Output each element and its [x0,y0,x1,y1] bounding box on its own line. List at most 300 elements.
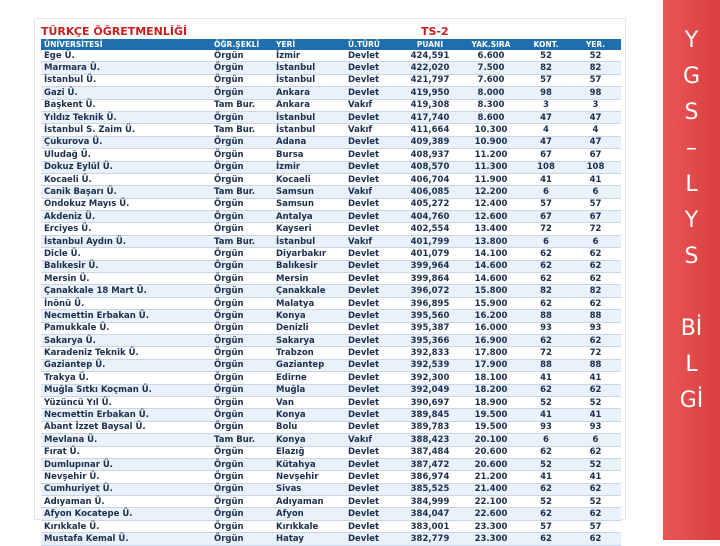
table-cell: Devlet [345,161,400,173]
table-cell: Gaziantep [273,359,345,371]
table-row [41,520,621,532]
table-row [41,409,621,421]
table-cell: 52 [570,458,621,470]
table-cell: 3 [570,99,621,111]
table-cell: Devlet [345,211,400,223]
table-cell: 67 [570,211,621,223]
side-banner-char: G [679,388,697,413]
table-cell: Örgün [211,74,273,86]
document-page [34,18,626,544]
table-cell: 88 [570,359,621,371]
table-cell: 52 [570,50,621,62]
table-cell: 62 [522,533,570,545]
table-cell: Sakarya [273,334,345,346]
table-cell: 62 [570,483,621,495]
table-cell: 384,999 [400,496,460,508]
table-cell: 14.100 [460,248,522,260]
table-cell: 62 [522,446,570,458]
table-cell: Devlet [345,310,400,322]
table-cell: 52 [570,496,621,508]
table-cell: 98 [522,87,570,99]
table-cell: Devlet [345,421,400,433]
table-cell: Afyon [273,508,345,520]
table-cell: 401,079 [400,248,460,260]
table-cell: Örgün [211,359,273,371]
table-row [41,186,621,198]
table-row [41,310,621,322]
side-banner-char: – [686,136,697,161]
table-cell: 20.600 [460,458,522,470]
table-cell: 399,864 [400,273,460,285]
table-cell: Devlet [345,508,400,520]
table-cell: 108 [522,161,570,173]
table-cell: 399,964 [400,260,460,272]
table-cell: 392,300 [400,372,460,384]
table-cell: 82 [570,285,621,297]
table-cell: Dumlupınar Ü. [41,458,211,470]
table-cell: 108 [570,161,621,173]
table-cell: 12.600 [460,211,522,223]
table-cell: 401,799 [400,235,460,247]
table-cell: 383,001 [400,520,460,532]
table-cell: 62 [522,297,570,309]
table-row [41,198,621,210]
table-cell: Tam Bur. [211,99,273,111]
table-cell: Başkent Ü. [41,99,211,111]
table-cell: 14.600 [460,273,522,285]
table-cell: 15.800 [460,285,522,297]
table-cell: 386,974 [400,471,460,483]
table-cell: İzmir [273,161,345,173]
table-cell: Konya [273,310,345,322]
table-cell: Devlet [345,273,400,285]
table-cell: 417,740 [400,111,460,123]
side-banner-letter [663,100,720,125]
table-cell: 41 [570,409,621,421]
table-cell: Ege Ü. [41,50,211,62]
table-cell: Örgün [211,384,273,396]
table-cell: 62 [570,508,621,520]
table-cell: 4 [522,124,570,136]
side-banner-char: G [682,64,701,89]
table-cell: 47 [570,111,621,123]
table-cell: 62 [570,273,621,285]
table-cell: Samsun [273,198,345,210]
table-row [41,347,621,359]
table-cell: Canik Başarı Ü. [41,186,211,198]
table-cell: Örgün [211,508,273,520]
table-cell: Örgün [211,409,273,421]
table-cell: Örgün [211,372,273,384]
table-cell: Örgün [211,62,273,74]
table-cell: Kırıkkale Ü. [41,520,211,532]
table-cell: Örgün [211,483,273,495]
table-cell: Necmettin Erbakan Ü. [41,409,211,421]
table-cell: Örgün [211,273,273,285]
side-banner-char: Y [684,208,699,233]
table-cell: 8.000 [460,87,522,99]
table-cell: İstanbul S. Zaim Ü. [41,124,211,136]
table-cell: 18.900 [460,396,522,408]
table-cell: Hatay [273,533,345,545]
table-cell: Devlet [345,384,400,396]
table-cell: Yüzüncü Yıl Ü. [41,396,211,408]
side-banner-letter [663,172,720,197]
side-banner-char: L [685,172,698,197]
side-banner-letter [663,388,720,413]
table-cell: 82 [522,62,570,74]
table-cell: Çanakkale [273,285,345,297]
table-cell: Devlet [345,396,400,408]
table-row [41,273,621,285]
table-cell: Cumhuriyet Ü. [41,483,211,495]
table-cell: 395,366 [400,334,460,346]
table-row [41,359,621,371]
table-cell: 47 [522,111,570,123]
side-banner-letter [663,244,720,269]
table-cell: Devlet [345,322,400,334]
table-row [41,334,621,346]
table-row [41,446,621,458]
table-cell: 41 [522,173,570,185]
table-cell: Devlet [345,483,400,495]
table-row [41,235,621,247]
table-cell: Örgün [211,297,273,309]
table-cell: 62 [570,533,621,545]
table-cell: Tam Bur. [211,434,273,446]
table-cell: Örgün [211,471,273,483]
table-row [41,434,621,446]
table-cell: 52 [570,396,621,408]
table-cell: İstanbul Ü. [41,74,211,86]
table-cell: Kayseri [273,223,345,235]
table-cell: Afyon Kocatepe Ü. [41,508,211,520]
table-cell: Örgün [211,285,273,297]
table-cell: 41 [570,372,621,384]
table-cell: Örgün [211,248,273,260]
table-cell: Denizli [273,322,345,334]
table-cell: 57 [522,520,570,532]
table-body [41,50,621,545]
table-cell: Devlet [345,173,400,185]
table-cell: 15.900 [460,297,522,309]
table-row [41,396,621,408]
table-cell: Mersin Ü. [41,273,211,285]
table-cell: 6 [570,434,621,446]
table-row [41,248,621,260]
table-cell: Örgün [211,211,273,223]
table-cell: 93 [522,322,570,334]
table-cell: Örgün [211,223,273,235]
university-table [41,39,621,546]
table-cell: Devlet [345,111,400,123]
table-cell: 98 [570,87,621,99]
table-cell: 62 [570,248,621,260]
table-cell: 21.200 [460,471,522,483]
side-banner-letter [663,208,720,233]
table-cell: Örgün [211,322,273,334]
table-cell: Örgün [211,458,273,470]
table-cell: 62 [522,508,570,520]
table-cell: Devlet [345,74,400,86]
table-cell: 421,797 [400,74,460,86]
table-row [41,297,621,309]
table-cell: 62 [522,248,570,260]
table-cell: 62 [570,260,621,272]
table-cell: 3 [522,99,570,111]
table-cell: 21.400 [460,483,522,495]
table-row [41,173,621,185]
table-cell: Marmara Ü. [41,62,211,74]
table-cell: Vakıf [345,434,400,446]
table-cell: Pamukkale Ü. [41,322,211,334]
table-cell: Mevlana Ü. [41,434,211,446]
table-cell: 8.600 [460,111,522,123]
table-row [41,149,621,161]
table-cell: Necmettin Erbakan Ü. [41,310,211,322]
table-cell: 12.400 [460,198,522,210]
side-banner-char: İ [696,388,704,413]
table-cell: İstanbul [273,235,345,247]
table-cell: Vakıf [345,235,400,247]
table-cell: Gazi Ü. [41,87,211,99]
table-cell: 392,539 [400,359,460,371]
table-cell: Çukurova Ü. [41,136,211,148]
table-cell: Devlet [345,409,400,421]
column-header: Ü.TÜRÜ [345,39,400,50]
table-cell: 57 [522,74,570,86]
table-row [41,136,621,148]
table-cell: Kocaeli Ü. [41,173,211,185]
table-cell: Van [273,396,345,408]
table-cell: 17.800 [460,347,522,359]
table-cell: 387,484 [400,446,460,458]
table-cell: 406,704 [400,173,460,185]
table-cell: 11.900 [460,173,522,185]
table-cell: Abant İzzet Baysal Ü. [41,421,211,433]
table-cell: İstanbul [273,62,345,74]
table-cell: Bolu [273,421,345,433]
table-row [41,533,621,545]
table-cell: Devlet [345,223,400,235]
table-cell: Mustafa Kemal Ü. [41,533,211,545]
table-cell: 8.300 [460,99,522,111]
table-cell: 13.800 [460,235,522,247]
table-cell: Dicle Ü. [41,248,211,260]
table-cell: 41 [522,409,570,421]
table-row [41,421,621,433]
side-banner-char: İ [695,316,703,341]
table-cell: Örgün [211,421,273,433]
table-row [41,508,621,520]
table-cell: 422,020 [400,62,460,74]
table-row [41,87,621,99]
table-cell: Devlet [345,372,400,384]
table-cell: 390,697 [400,396,460,408]
column-header: KONT. [522,39,570,50]
table-cell: Balıkesir Ü. [41,260,211,272]
table-cell: Çanakkale 18 Mart Ü. [41,285,211,297]
table-row [41,471,621,483]
table-cell: Örgün [211,310,273,322]
table-cell: 72 [522,223,570,235]
table-cell: Muğla [273,384,345,396]
table-cell: 6 [522,186,570,198]
table-cell: 52 [522,496,570,508]
table-cell: Adıyaman [273,496,345,508]
table-cell: Devlet [345,297,400,309]
table-cell: 11.200 [460,149,522,161]
table-row [41,124,621,136]
table-cell: 62 [570,446,621,458]
table-cell: 6.600 [460,50,522,62]
table-cell: 67 [522,211,570,223]
table-cell: Yıldız Teknik Ü. [41,111,211,123]
table-row [41,372,621,384]
table-cell: 11.300 [460,161,522,173]
side-banner-letter [663,64,720,89]
table-cell: Örgün [211,446,273,458]
table-cell: Devlet [345,136,400,148]
table-cell: 93 [570,322,621,334]
table-cell: Örgün [211,396,273,408]
table-cell: 16.000 [460,322,522,334]
column-header: YER. [570,39,621,50]
table-cell: İstanbul [273,74,345,86]
column-header: ÜNİVERSİTESİ [41,39,211,50]
table-cell: Örgün [211,198,273,210]
table-cell: Samsun [273,186,345,198]
table-cell: 12.200 [460,186,522,198]
table-cell: Diyarbakır [273,248,345,260]
table-cell: İstanbul [273,124,345,136]
table-cell: Balıkesir [273,260,345,272]
side-banner-char: L [685,352,698,377]
table-cell: Karadeniz Teknik Ü. [41,347,211,359]
table-cell: Devlet [345,446,400,458]
table-cell: Devlet [345,471,400,483]
table-cell: 41 [522,471,570,483]
table-cell: 93 [522,421,570,433]
table-cell: Kocaeli [273,173,345,185]
table-cell: 23.300 [460,520,522,532]
table-cell: Trakya Ü. [41,372,211,384]
table-cell: Devlet [345,334,400,346]
table-row [41,99,621,111]
table-cell: 395,387 [400,322,460,334]
table-cell: 4 [570,124,621,136]
table-cell: 62 [570,384,621,396]
column-header: PUANI [400,39,460,50]
table-cell: 23.300 [460,533,522,545]
table-cell: 20.100 [460,434,522,446]
table-cell: Adıyaman Ü. [41,496,211,508]
table-row [41,496,621,508]
table-cell: 57 [570,198,621,210]
table-cell: 6 [522,235,570,247]
table-cell: Devlet [345,458,400,470]
table-cell: 404,760 [400,211,460,223]
table-cell: Mersin [273,273,345,285]
table-cell: 57 [570,74,621,86]
table-cell: 82 [570,62,621,74]
table-row [41,285,621,297]
table-cell: Örgün [211,173,273,185]
table-cell: Konya [273,409,345,421]
table-cell: 72 [522,347,570,359]
side-banner-letter [663,352,720,377]
table-cell: İnönü Ü. [41,297,211,309]
table-cell: Örgün [211,149,273,161]
column-header: YERİ [273,39,345,50]
score-type-label: TS-2 [421,25,449,38]
table-cell: Ondokuz Mayıs Ü. [41,198,211,210]
table-cell: 47 [522,136,570,148]
table-cell: Dokuz Eylül Ü. [41,161,211,173]
table-cell: Gaziantep Ü. [41,359,211,371]
column-header: YAK.SIRA [460,39,522,50]
table-row [41,161,621,173]
table-cell: 19.500 [460,409,522,421]
table-cell: 18.200 [460,384,522,396]
table-cell: 424,591 [400,50,460,62]
table-cell: 62 [570,334,621,346]
table-cell: Kırıkkale [273,520,345,532]
table-cell: Devlet [345,359,400,371]
table-cell: 395,560 [400,310,460,322]
table-header-row [41,39,621,50]
table-row [41,483,621,495]
table-cell: 47 [570,136,621,148]
table-row [41,111,621,123]
table-cell: Tam Bur. [211,186,273,198]
table-cell: Fırat Ü. [41,446,211,458]
table-cell: Devlet [345,260,400,272]
table-cell: Erciyes Ü. [41,223,211,235]
table-cell: Devlet [345,347,400,359]
table-cell: 93 [570,421,621,433]
table-cell: Tam Bur. [211,124,273,136]
table-cell: Örgün [211,136,273,148]
table-cell: Örgün [211,334,273,346]
table-cell: Devlet [345,87,400,99]
table-cell: 57 [522,198,570,210]
table-cell: 62 [522,273,570,285]
table-row [41,322,621,334]
table-cell: 392,049 [400,384,460,396]
table-cell: Örgün [211,260,273,272]
table-cell: Elazığ [273,446,345,458]
table-cell: İzmir [273,50,345,62]
table-cell: 13.400 [460,223,522,235]
table-cell: Örgün [211,520,273,532]
table-cell: Devlet [345,62,400,74]
table-cell: Devlet [345,520,400,532]
table-cell: Örgün [211,50,273,62]
table-cell: 41 [570,173,621,185]
table-cell: Örgün [211,161,273,173]
table-cell: Malatya [273,297,345,309]
table-cell: Ankara [273,87,345,99]
table-cell: Örgün [211,111,273,123]
table-cell: 387,472 [400,458,460,470]
table-cell: Bursa [273,149,345,161]
side-banner-char: B [680,316,696,341]
table-cell: İstanbul Aydın Ü. [41,235,211,247]
table-cell: Örgün [211,87,273,99]
table-cell: Vakıf [345,124,400,136]
table-cell: 17.900 [460,359,522,371]
